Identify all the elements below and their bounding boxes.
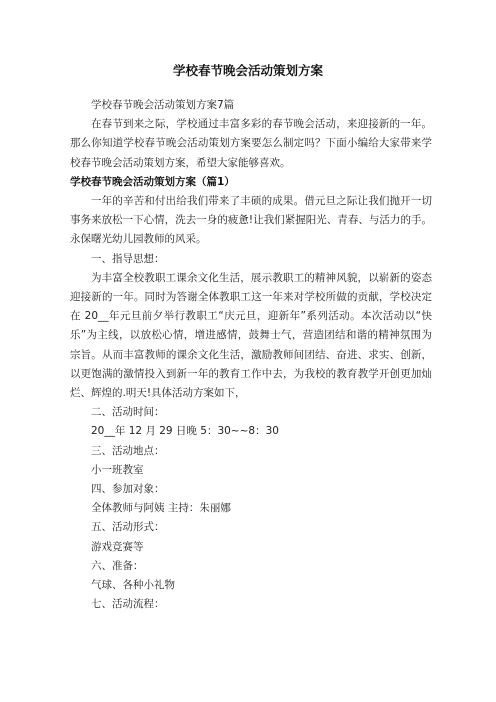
section-opening-paragraph: 一年的辛苦和付出给我们带来了丰硕的成果。借元旦之际让我们抛开一切事务来放松一下心情，洗去一身的疲惫!让我们紧握阳光、青春、与活力的手。永保曙光幼儿园教师的风采。: [70, 195, 432, 246]
item-value-time: 20__年 12 月 29 日晚 5：30~~8：30: [91, 425, 279, 438]
page-title: 学校春节晚会活动策划方案: [172, 63, 323, 78]
item-label-time: 二、活动时间：: [91, 406, 165, 419]
item-label-preparation: 六、准备：: [91, 559, 144, 572]
item-label-process: 七、活动流程：: [91, 598, 165, 611]
item-value-participants: 全体教师与阿姨 主持：朱丽娜: [91, 502, 231, 515]
item-value-guiding-thought: 为丰富全校教职工课余文化生活，展示教职工的精神风貌，以崭新的姿态迎接新的一年。同时为答谢全体教职工这一年来对学校所做的贡献，学校决定在 20__年元旦前夕举行教职工“庆元旦，迎新年”系列活动。本次活动以“快乐”为主线，以放松心情，增进感情，鼓舞士气，营造团结和谐的精神氛围为宗旨。从而丰富教师的课余文化生活，激励教师间团结、奋进、求实、创新，以更饱满的激情投入到新一年的教育工作中去，为我校的教育教学开创更加灿烂、辉煌的.明天!具体活动方案如下，: [70, 271, 432, 400]
section-heading: 学校春节晚会活动策划方案（篇1）: [70, 175, 235, 188]
item-value-preparation: 气球、各种小礼物: [91, 579, 175, 592]
document-body: [70, 96, 432, 614]
item-label-participants: 四、参加对象：: [91, 483, 165, 496]
item-label-guiding-thought: 一、指导思想：: [91, 252, 165, 265]
item-label-format: 五、活动形式：: [91, 521, 165, 534]
intro-paragraph: 在春节到来之际，学校通过丰富多彩的春节晚会活动，来迎接新的一年。那么你知道学校春节晚会活动策划方案要怎么制定吗？下面小编给大家带来学校春节晚会活动策划方案，希望大家能够喜欢。: [70, 118, 432, 169]
item-value-format: 游戏竞赛等: [91, 540, 144, 553]
item-value-location: 小一班教室: [91, 463, 144, 476]
intro-heading: 学校春节晚会活动策划方案7篇: [91, 99, 235, 111]
item-label-location: 三、活动地点：: [91, 444, 165, 457]
